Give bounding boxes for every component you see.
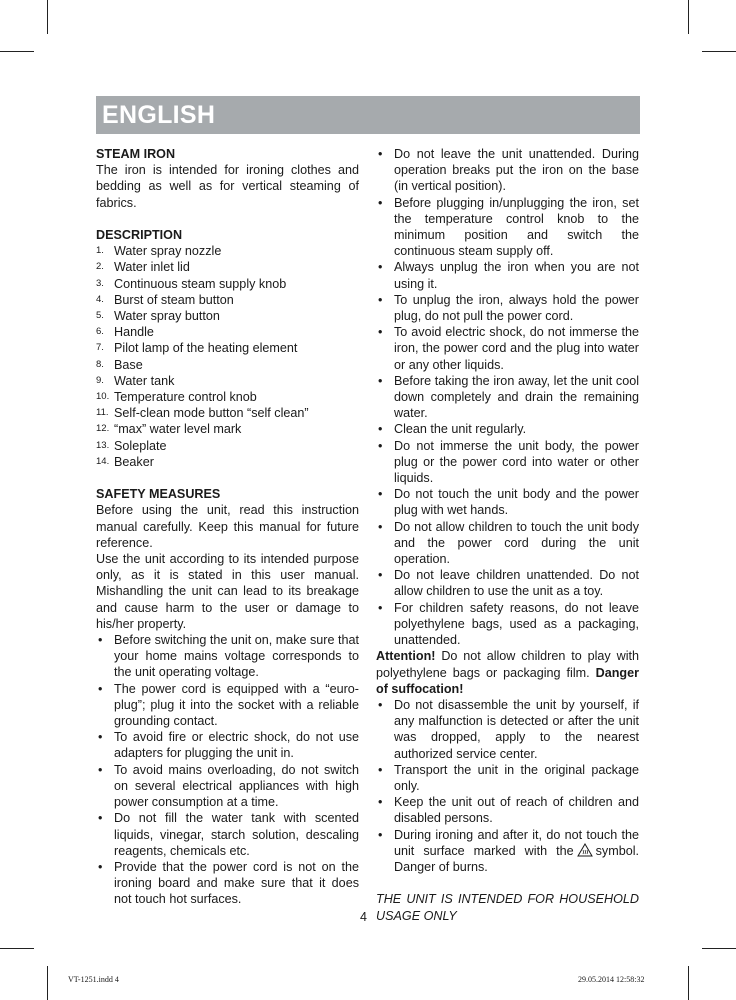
attention-text: Do not allow children to play with polyethylene bags or packaging film. [376,649,639,680]
crop-mark [702,51,736,52]
description-item [96,357,359,373]
description-item [96,421,359,437]
attention-label: Attention! [376,649,436,664]
item-label: Continuous steam supply knob [114,276,287,291]
description-heading: DESCRIPTION [96,228,183,242]
item-label: Handle [114,325,154,340]
list-item: • Do not allow children to touch the unit body and the power cord during the unit operation. [376,519,639,568]
safety-paragraph-2: Use the unit according to its intended purpose only, as it is stated in this user manual. Mishandling the unit can lead to its breakage and cause harm to the user or damage to his/her property. [96,552,359,631]
item-label: Water spray button [114,309,220,324]
hot-surface-warning-icon [577,843,593,857]
item-number: 8. [96,358,104,370]
list-item: • Keep the unit out of reach of children and disabled persons. [376,794,639,826]
left-column [96,146,359,908]
item-label: Self-clean mode button “self clean” [114,406,309,421]
description-item [96,259,359,275]
description-item [96,438,359,454]
item-label: Water tank [114,373,175,388]
list-item: • Before switching the unit on, make sure that your home mains voltage corresponds to the unit operating voltage. [96,632,359,681]
header-title: ENGLISH [102,101,216,129]
item-number: 7. [96,342,104,354]
list-item: • To avoid electric shock, do not immerse the iron, the power cord and the plug into water or any other liquids. [376,324,639,373]
list-item: • Transport the unit in the original package only. [376,762,639,794]
list-item: • Do not touch the unit body and the power plug with wet hands. [376,486,639,518]
description-item [96,243,359,259]
item-number: 12. [96,423,110,435]
item-label: Base [114,357,143,372]
description-item [96,276,359,292]
page-number: 4 [360,910,367,924]
item-number: 10. [96,391,110,403]
item-label: Pilot lamp of the heating element [114,341,298,356]
item-label: Soleplate [114,438,167,453]
item-label: “max” water level mark [114,422,242,437]
danger-text: Danger of suffocation! [376,665,639,696]
list-item: • Do not fill the water tank with scented liquids, vinegar, starch solution, descaling reagents, chemicals etc. [96,810,359,859]
item-number: 2. [96,261,104,273]
crop-mark [688,0,689,34]
footer-datetime: 29.05.2014 12:58:32 [578,975,645,984]
description-item [96,454,359,470]
list-item: • Do not immerse the unit body, the power plug or the power cord into water or other liquids. [376,438,639,487]
item-label: Water spray nozzle [114,244,222,259]
item-label: Temperature control knob [114,390,257,405]
safety-bullets-continued [376,146,639,648]
item-number: 4. [96,293,104,305]
description-item [96,373,359,389]
safety-bullets-final [376,697,639,827]
item-number: 5. [96,310,104,322]
list-item: • To avoid mains overloading, do not switch on several electrical appliances with high power consumption at a time. [96,762,359,811]
safety-heading: SAFETY MEASURES [96,487,221,502]
list-item: • Clean the unit regularly. [376,421,639,437]
hot-surface-text-end: symbol. Danger of burns. [394,843,639,874]
item-number: 13. [96,439,110,451]
list-item: • For children safety reasons, do not leave polyethylene bags, used as a packaging, unattended. [376,600,639,649]
item-number: 14. [96,455,110,467]
item-number: 6. [96,326,104,338]
list-item: • Before taking the iron away, let the unit cool down completely and drain the remaining water. [376,373,639,422]
list-item: • Before plugging in/unplugging the iron, set the temperature control knob to the minimum position and switch the continuous steam supply off. [376,195,639,260]
list-item: • Always unplug the iron when you are not using it. [376,259,639,291]
list-item: • Do not leave the unit unattended. During operation breaks put the iron on the base (in vertical position). [376,146,639,195]
steam-iron-text: The iron is intended for ironing clothes and bedding as well as for vertical steaming of fabrics. [96,163,359,210]
hot-surface-bullet-list [376,827,639,876]
description-list [96,243,359,470]
footer-filename: VT-1251.indd 4 [68,975,119,984]
item-number: 3. [96,277,104,289]
safety-bullets [96,632,359,907]
household-notice: THE UNIT IS INTENDED FOR HOUSEHOLD USAGE ONLY [376,892,639,923]
hot-surface-text: During ironing and after it, do not touch the unit surface marked with the [394,827,639,858]
list-item: • Do not leave children unattended. Do not allow children to use the unit as a toy. [376,567,639,599]
list-item: • Provide that the power cord is not on the ironing board and make sure that it does not touch hot surfaces. [96,859,359,908]
language-header [96,96,640,134]
right-column [376,146,639,924]
item-label: Burst of steam button [114,292,234,307]
crop-mark [0,948,34,949]
list-item [376,827,639,876]
description-item [96,405,359,421]
item-number: 11. [96,407,109,419]
crop-mark [0,51,34,52]
crop-mark [702,948,736,949]
item-label: Water inlet lid [114,260,190,275]
crop-mark [688,966,689,1000]
steam-iron-heading: STEAM IRON [96,147,176,161]
list-item: • Do not disassemble the unit by yourself, if any malfunction is detected or after the unit was dropped, apply to the nearest authorized service center. [376,697,639,762]
list-item: • The power cord is equipped with a “euro-plug”; plug it into the socket with a reliable grounding contact. [96,681,359,730]
description-item [96,389,359,405]
safety-paragraph-1: Before using the unit, read this instruction manual carefully. Keep this manual for future reference. [96,503,359,550]
attention-paragraph [376,648,639,697]
crop-mark [47,966,48,1000]
item-label: Beaker [114,454,154,469]
list-item: • To unplug the iron, always hold the power plug, do not pull the power cord. [376,292,639,324]
crop-mark [47,0,48,34]
item-number: 1. [96,245,104,257]
item-number: 9. [96,374,104,386]
description-item [96,324,359,340]
description-item [96,340,359,356]
description-item [96,292,359,308]
description-item [96,308,359,324]
list-item: • To avoid fire or electric shock, do not use adapters for plugging the unit in. [96,729,359,761]
